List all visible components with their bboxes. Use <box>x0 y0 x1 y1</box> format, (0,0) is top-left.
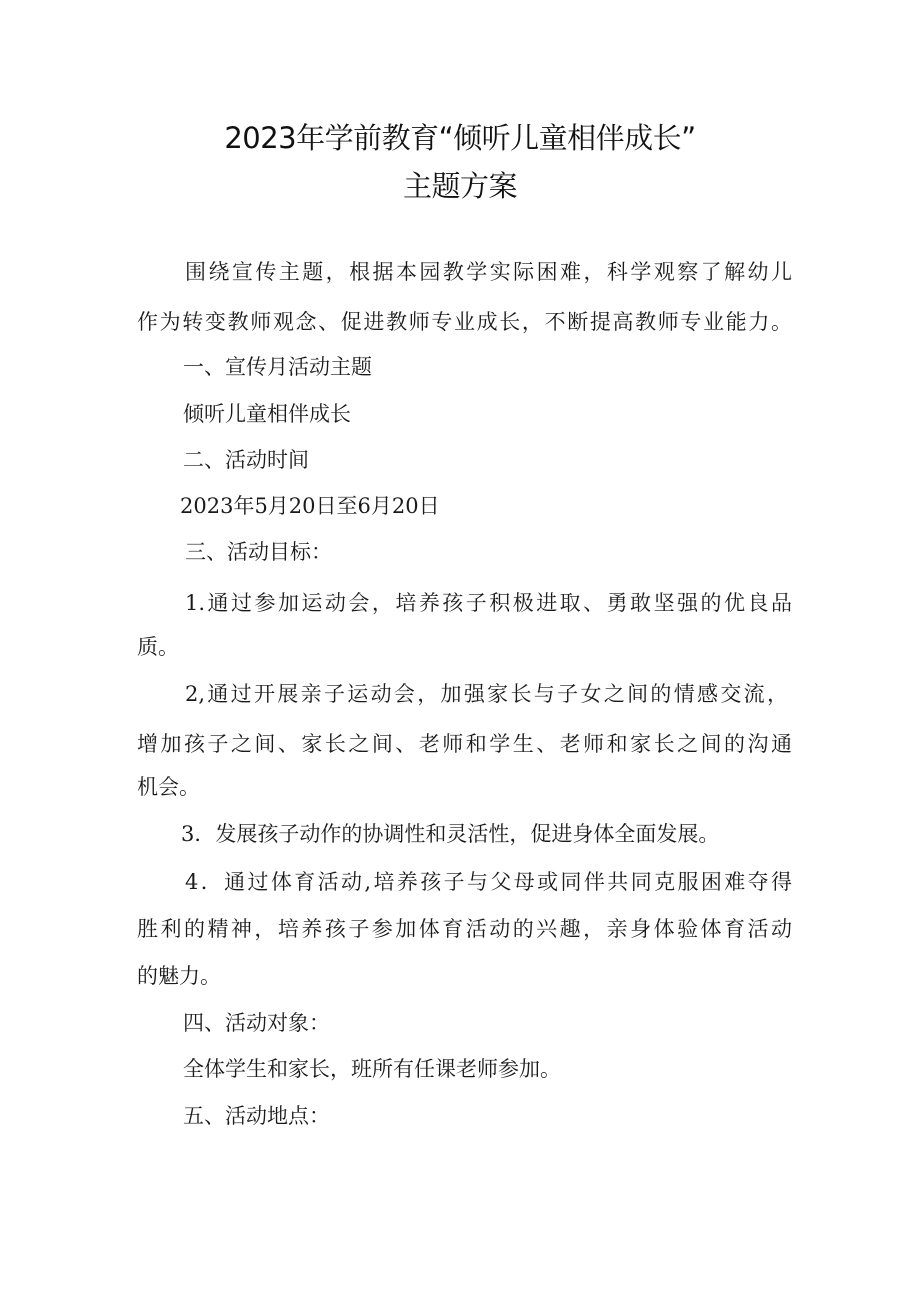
goal-4-line-2: 胜利的精神，培养孩子参加体育活动的兴趣，亲身体验体育活动 <box>137 917 792 941</box>
goal-2-line-1: 2,通过开展亲子运动会，加强家长与子女之间的情感交流， <box>185 682 788 706</box>
goal-2-line-3: 机会。 <box>137 775 200 799</box>
goal-3-line-1: 3．发展孩子动作的协调性和灵活性，促进身体全面发展。 <box>181 822 720 846</box>
goal-1-line-2: 质。 <box>137 635 179 659</box>
section-3-heading: 三、活动目标： <box>185 540 332 564</box>
document-title-line-1: 2023年学前教育“倾听儿童相伴成长” <box>224 121 696 155</box>
section-4-text: 全体学生和家长，班所有任课老师参加。 <box>183 1057 561 1081</box>
intro-line-1: 围绕宣传主题，根据本园教学实际困难，科学观察了解幼儿 <box>185 260 792 284</box>
intro-line-2: 作为转变教师观念、促进教师专业成长，不断提高教师专业能力。 <box>137 310 792 334</box>
goal-4-line-1: 4．通过体育活动,培养孩子与父母或同伴共同克服困难夺得 <box>185 870 792 894</box>
section-4-heading: 四、活动对象： <box>183 1011 330 1035</box>
goal-1-line-1: 1.通过参加运动会，培养孩子积极进取、勇敢坚强的优良品 <box>185 591 792 615</box>
section-1-heading: 一、宣传月活动主题 <box>183 355 372 379</box>
section-5-heading: 五、活动地点： <box>183 1104 330 1128</box>
section-1-text: 倾听儿童相伴成长 <box>183 402 351 426</box>
document-title-line-2: 主题方案 <box>402 169 517 203</box>
goal-2-line-2: 增加孩子之间、家长之间、老师和学生、老师和家长之间的沟通 <box>137 732 792 756</box>
section-2-text: 2023年5月20日至6月20日 <box>180 494 440 518</box>
goal-4-line-3: 的魅力。 <box>137 964 221 988</box>
section-2-heading: 二、活动时间 <box>183 448 309 472</box>
